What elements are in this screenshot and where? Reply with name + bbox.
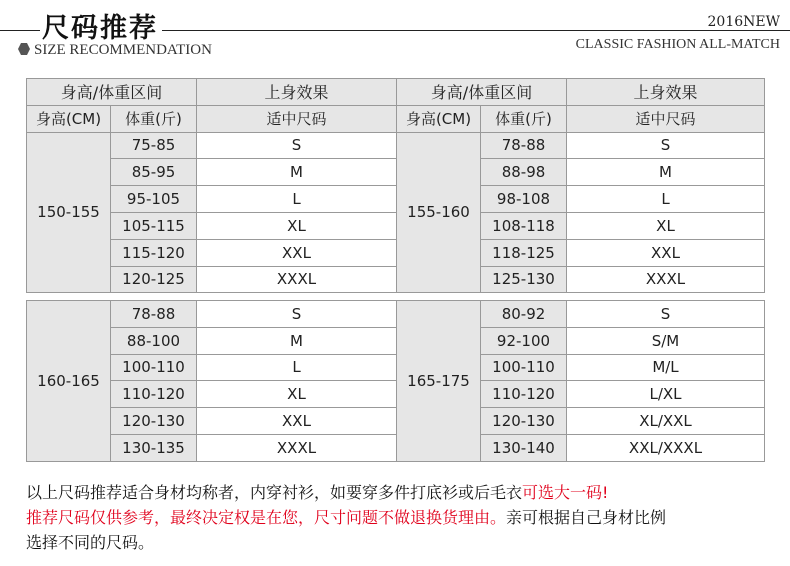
weight-cell: 78-88 xyxy=(111,301,197,328)
size-cell: S/M xyxy=(567,327,765,354)
size-cell: XXXL xyxy=(197,434,397,461)
table-row xyxy=(27,434,765,461)
size-cell: S xyxy=(567,301,765,328)
col-weight-header: 体重(斤) xyxy=(481,105,567,132)
size-cell: XXXL xyxy=(197,266,397,293)
note-line-1 xyxy=(26,480,776,505)
size-cell: S xyxy=(197,301,397,328)
table-header-row xyxy=(27,79,765,106)
note-line-3 xyxy=(26,530,776,555)
weight-cell: 130-135 xyxy=(111,434,197,461)
weight-cell: 80-92 xyxy=(481,301,567,328)
weight-cell: 95-105 xyxy=(111,186,197,213)
col-height-header: 身高(CM) xyxy=(397,105,481,132)
table-row xyxy=(27,186,765,213)
note-text: 选择不同的尺码。 xyxy=(26,533,155,552)
col-group-header: 身高/体重区间 xyxy=(27,79,197,106)
size-cell: XXXL xyxy=(567,266,765,293)
weight-cell: 100-110 xyxy=(111,354,197,381)
size-cell: M xyxy=(197,159,397,186)
weight-cell: 110-120 xyxy=(111,381,197,408)
size-table-1 xyxy=(26,78,765,293)
slogan: CLASSIC FASHION ALL-MATCH xyxy=(575,37,780,52)
height-range: 160-165 xyxy=(27,301,111,462)
size-notes xyxy=(26,480,776,555)
height-range: 155-160 xyxy=(397,132,481,293)
size-cell: S xyxy=(567,132,765,159)
table-subheader-row xyxy=(27,105,765,132)
col-weight-header: 体重(斤) xyxy=(111,105,197,132)
table-row xyxy=(27,408,765,435)
size-cell: L/XL xyxy=(567,381,765,408)
col-size-header: 适中尺码 xyxy=(197,105,397,132)
weight-cell: 125-130 xyxy=(481,266,567,293)
weight-cell: 120-130 xyxy=(481,408,567,435)
height-range: 150-155 xyxy=(27,132,111,293)
size-cell: S xyxy=(197,132,397,159)
size-cell: XXL/XXXL xyxy=(567,434,765,461)
size-cell: L xyxy=(197,354,397,381)
size-table-2 xyxy=(26,300,765,462)
weight-cell: 88-100 xyxy=(111,327,197,354)
col-size-header: 适中尺码 xyxy=(567,105,765,132)
size-cell: M xyxy=(197,327,397,354)
weight-cell: 118-125 xyxy=(481,239,567,266)
weight-cell: 98-108 xyxy=(481,186,567,213)
table-row xyxy=(27,266,765,293)
weight-cell: 120-125 xyxy=(111,266,197,293)
page-title: 尺码推荐 xyxy=(42,13,158,44)
hexagon-icon xyxy=(18,43,30,55)
note-text: 以上尺码推荐适合身材均称者，内穿衬衫，如要穿多件打底衫或后毛衣 xyxy=(26,483,523,502)
page-subtitle xyxy=(18,42,212,59)
table-row xyxy=(27,239,765,266)
col-group-header: 身高/体重区间 xyxy=(397,79,567,106)
subtitle-text: SIZE RECOMMENDATION xyxy=(34,42,212,58)
size-cell: XXL xyxy=(197,239,397,266)
note-highlight: 推荐尺码仅供参考，最终决定权是在您，尺寸问题不做退换货理由。 xyxy=(26,508,507,527)
size-cell: XXL xyxy=(197,408,397,435)
weight-cell: 115-120 xyxy=(111,239,197,266)
weight-cell: 105-115 xyxy=(111,212,197,239)
size-cell: M/L xyxy=(567,354,765,381)
weight-cell: 108-118 xyxy=(481,212,567,239)
weight-cell: 110-120 xyxy=(481,381,567,408)
weight-cell: 75-85 xyxy=(111,132,197,159)
note-text: 亲可根据自己身材比例 xyxy=(506,508,667,527)
weight-cell: 130-140 xyxy=(481,434,567,461)
size-cell: M xyxy=(567,159,765,186)
weight-cell: 100-110 xyxy=(481,354,567,381)
size-cell: XL xyxy=(197,212,397,239)
size-cell: L xyxy=(197,186,397,213)
table-row xyxy=(27,327,765,354)
size-cell: L xyxy=(567,186,765,213)
header-rule-mid xyxy=(162,30,572,31)
year-label: 2016NEW xyxy=(702,14,781,30)
table-row xyxy=(27,301,765,328)
col-effect-header: 上身效果 xyxy=(197,79,397,106)
note-line-2 xyxy=(26,505,776,530)
size-cell: XL xyxy=(197,381,397,408)
col-effect-header: 上身效果 xyxy=(567,79,765,106)
height-range: 165-175 xyxy=(397,301,481,462)
col-height-header: 身高(CM) xyxy=(27,105,111,132)
note-highlight: 可选大一码! xyxy=(522,483,609,502)
table-row xyxy=(27,212,765,239)
table-row xyxy=(27,132,765,159)
weight-cell: 85-95 xyxy=(111,159,197,186)
header-rule-left xyxy=(0,30,40,31)
weight-cell: 78-88 xyxy=(481,132,567,159)
table-row xyxy=(27,159,765,186)
weight-cell: 120-130 xyxy=(111,408,197,435)
weight-cell: 92-100 xyxy=(481,327,567,354)
table-row xyxy=(27,381,765,408)
weight-cell: 88-98 xyxy=(481,159,567,186)
table-row xyxy=(27,354,765,381)
size-cell: XL/XXL xyxy=(567,408,765,435)
size-cell: XXL xyxy=(567,239,765,266)
header-rule-right xyxy=(572,30,790,31)
size-cell: XL xyxy=(567,212,765,239)
